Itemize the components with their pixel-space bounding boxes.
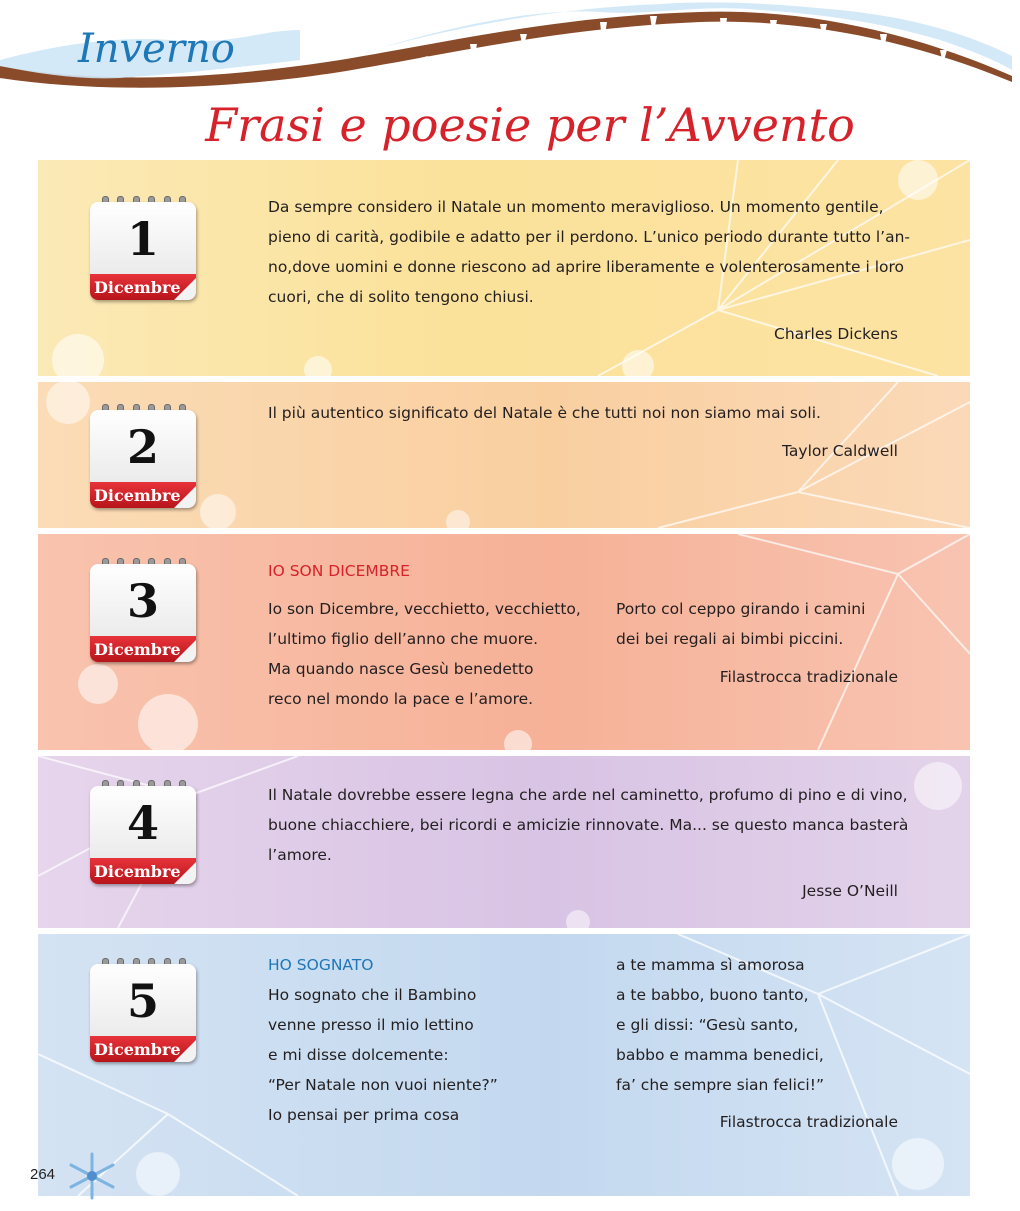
poem-line: venne presso il mio lettino [268,1016,474,1034]
poem-line: Ho sognato che il Bambino [268,986,477,1004]
calendar-day-2-icon [88,404,200,512]
quote-line: Il Natale dovrebbe essere legna che arde nel caminetto, profumo di pino e di vino, [268,786,908,804]
quote-line: l’amore. [268,846,332,864]
poem-line: Io pensai per prima cosa [268,1106,460,1124]
entry-4-author: Jesse O’Neill [802,882,898,900]
poem-line: babbo e mamma benedici, [616,1046,824,1064]
calendar-day-3-icon [88,558,200,666]
poem-line: “Per Natale non vuoi niente?” [268,1076,498,1094]
quote-line: Il più autentico significato del Natale è che tutti noi non siamo mai soli. [268,404,821,422]
entry-3-poem-right [616,594,865,654]
entry-3-poem-left [268,594,581,714]
calendar-day: 4 [126,796,159,850]
snowflake-icon [66,1150,118,1202]
calendar-month: Dicembre [94,862,181,881]
calendar-day: 5 [126,974,159,1028]
entry-3-author: Filastrocca tradizionale [719,668,898,686]
calendar-day-4-icon [88,780,200,888]
calendar-month: Dicembre [94,278,181,297]
entry-5-author: Filastrocca tradizionale [719,1113,898,1131]
poem-line: a te mamma sì amorosa [616,956,805,974]
quote-line: buone chiacchiere, bei ricordi e amicizie rinnovate. Ma... se questo manca basterà [268,816,909,834]
poem-line: a te babbo, buono tanto, [616,986,809,1004]
entry-1-quote [268,192,910,312]
calendar-day: 1 [126,212,159,266]
calendar-day-1-icon [88,196,200,304]
entry-1-author: Charles Dickens [774,325,898,343]
calendar-month: Dicembre [94,1040,181,1059]
entry-5-poem-right [616,950,824,1100]
poem-line: e gli dissi: “Gesù santo, [616,1016,799,1034]
entry-2-quote [268,398,821,428]
poem-line: fa’ che sempre sian felici!” [616,1076,824,1094]
calendar-month: Dicembre [94,486,181,505]
poem-line: Ma quando nasce Gesù benedetto [268,660,534,678]
calendar-day: 3 [126,574,159,628]
calendar-month: Dicembre [94,640,181,659]
quote-line: no,dove uomini e donne riescono ad aprire liberamente e volenterosamente i loro [268,258,905,276]
calendar-day-5-icon [88,958,200,1066]
entry-2-author: Taylor Caldwell [782,442,898,460]
poem-line: l’ultimo figlio dell’anno che muore. [268,630,539,648]
quote-line: Da sempre considero il Natale un momento meraviglioso. Un momento gentile, [268,198,884,216]
page-title: Frasi e poesie per l’Avvento [205,98,855,152]
poem-line: reco nel mondo la pace e l’amore. [268,690,534,708]
quote-line: cuori, che di solito tengono chiusi. [268,288,534,306]
poem-line: dei bei regali ai bimbi piccini. [616,630,844,648]
entry-5-heading: HO SOGNATO [268,956,374,974]
calendar-day: 2 [126,420,159,474]
poem-line: e mi disse dolcemente: [268,1046,449,1064]
entry-3-heading: IO SON DICEMBRE [268,562,410,580]
quote-line: pieno di carità, godibile e adatto per il perdono. L’unico periodo durante tutto l’an- [268,228,911,246]
section-label: Inverno [78,26,235,72]
poem-line: Porto col ceppo girando i camini [616,600,866,618]
page-number: 264 [30,1166,56,1183]
entry-5-poem-left [268,980,498,1130]
poem-line: Io son Dicembre, vecchietto, vecchietto, [268,600,581,618]
entry-4-quote [268,780,908,870]
